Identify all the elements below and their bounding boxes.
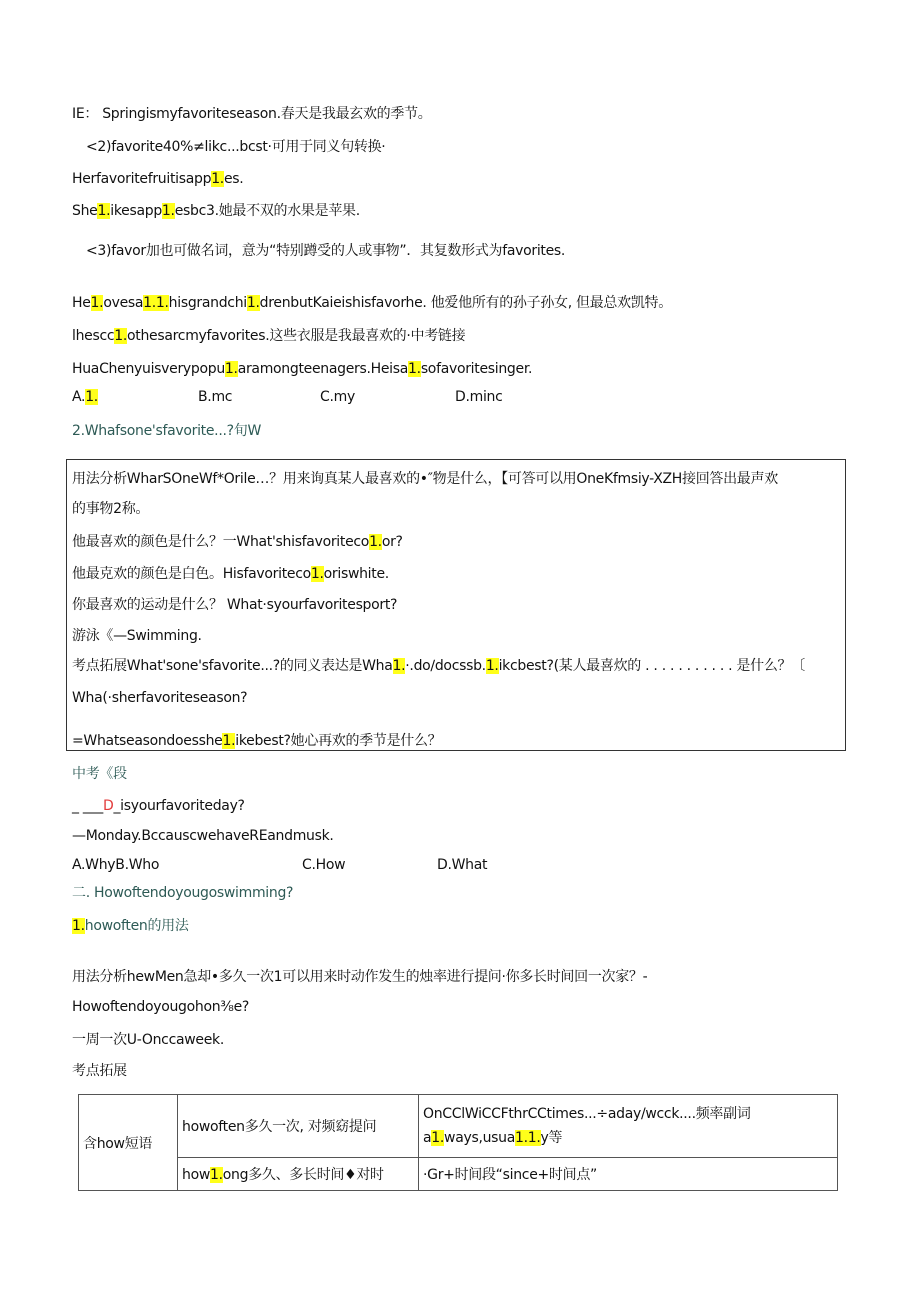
text-segment: 考点拓展What'sone'sfavorite...?的同义表达是Wha — [72, 658, 393, 674]
text-segment: aramongteenagers.Heisa — [237, 361, 409, 377]
text-segment: 的事物2称。 — [72, 501, 150, 517]
box-line-5 — [72, 595, 397, 615]
text-segment: D.What — [437, 857, 488, 873]
text-segment: 他最喜欢的颜色是什么？一What'shisfavoriteco — [72, 534, 370, 550]
highlight-mark: 1. — [392, 658, 406, 674]
example-spring — [72, 104, 432, 124]
zhongkao-heading — [72, 764, 127, 784]
option-d-what — [437, 855, 487, 875]
question-favorite-day — [72, 796, 245, 816]
table-cell: OnCClWiCCFthrCCtimes...÷aday/wcck....频率副词 a1.ways,usua1.1.y等 — [419, 1095, 838, 1158]
box-line-9 — [72, 731, 441, 751]
example-she-likes — [72, 201, 360, 221]
text-segment: 游泳《—Swimming. — [72, 628, 202, 644]
text-segment: othesarcmyfavorites.这些衣服是我最喜欢的·中考链接 — [127, 328, 466, 344]
highlight-mark: 1. — [85, 389, 98, 405]
highlight-mark: 1. — [72, 918, 85, 934]
table-cell: ·Gr+时间段“since+时间点” — [419, 1158, 838, 1191]
highlight-mark: 1. — [97, 203, 111, 219]
option-c-how — [302, 855, 345, 875]
box-line-2 — [72, 499, 149, 519]
text-segment: esbc3.她最不双的水果是苹果. — [174, 203, 360, 219]
text-segment: HuaChenyuisverypopu — [72, 361, 225, 377]
highlight-mark: 1. — [369, 534, 382, 550]
highlight-mark: 1. — [224, 361, 238, 377]
box-line-3 — [72, 532, 403, 552]
highlight-mark: 1. — [161, 203, 175, 219]
text-segment: 他最克欢的颜色是白色。Hisfavoriteco — [72, 566, 311, 582]
text-segment: 考点拓展 — [72, 1063, 127, 1079]
subheading-howoften — [72, 916, 189, 936]
text-segment: drenbutKaieishisfavorhe. 他爱他所有的孙子孙女, 但最总欢凯特。 — [259, 295, 672, 311]
highlight-mark: 1. — [211, 171, 224, 187]
text-segment: ovesa — [103, 295, 144, 311]
text-segment: A.WhyB.Who — [72, 857, 160, 873]
box-line-1 — [72, 469, 778, 489]
text-segment: sofavoritesinger. — [420, 361, 533, 377]
highlight-mark: 1. — [222, 733, 236, 749]
text-segment: IE： Springismyfavoriteseason.春天是我最玄欢的季节。 — [72, 106, 432, 122]
example-onceaweek — [72, 1030, 224, 1050]
text-segment: 用法分析hewMen急却•多久一次1可以用来时动作发生的烛率进行提问·你多长时间回一次家？- — [72, 969, 648, 985]
option-a — [72, 387, 98, 407]
text-segment: howoften的用法 — [84, 918, 189, 934]
box-line-4 — [72, 564, 389, 584]
table-cell: howoften多久一次, 对频窈提问 — [178, 1095, 419, 1158]
table-row-label: 含how短语 — [79, 1095, 178, 1191]
section-heading-2 — [72, 421, 261, 441]
text-segment: _ ___ — [72, 798, 103, 814]
highlight-mark: 1.1. — [143, 295, 169, 311]
table-row — [79, 1158, 838, 1191]
text-segment: 2.Whafsone'sfavorite...?旬W — [72, 423, 262, 439]
text-segment: or? — [381, 534, 403, 550]
answer-monday — [72, 826, 334, 846]
text-segment: ·.do∕docssb. — [405, 658, 486, 674]
text-segment: hisgrandchi — [168, 295, 247, 311]
question-huachenyu — [72, 359, 532, 379]
text-segment: _isyourfavoriteday? — [113, 798, 245, 814]
text-segment: 中考《段 — [72, 766, 127, 782]
example-fruit — [72, 169, 243, 189]
text-segment: es. — [223, 171, 244, 187]
text-segment: 你最喜欢的运动是什么？ What·syourfavoritesport? — [72, 597, 398, 613]
highlight-mark: 1. — [90, 295, 104, 311]
text-segment: D — [102, 798, 114, 814]
text-segment: <3)favor加也可做名词，意为“特别蹲受的人或事物”．其复数形式为favorites. — [86, 243, 566, 259]
text-segment: 二. Howoftendoyougoswimming? — [72, 885, 294, 901]
text-segment: B.mc — [198, 389, 233, 405]
text-segment: C.How — [302, 857, 346, 873]
text-segment: ikcbest?(某人最喜炊的 . . . . . . . . . . . 是什么？〔 — [498, 658, 805, 674]
text-segment: She — [72, 203, 98, 219]
text-segment: <2)favorite40%≠likc...bcst·可用于同义句转换· — [86, 139, 386, 155]
text-segment: 用法分析WharSOneWf*Orile…？用来询真某人最喜欢的•″物是什么，【可答可以用OneKfmsiy-XZH接回答出最声欢 — [72, 471, 778, 487]
text-segment: =Whatseasondoesshe — [72, 733, 223, 749]
table-cell: how1.ong多久、多长时间♦对时 — [178, 1158, 419, 1191]
box-line-8 — [72, 688, 247, 708]
text-segment: D.minc — [455, 389, 503, 405]
table-row — [79, 1095, 838, 1158]
text-segment: ikesapp — [110, 203, 162, 219]
text-segment: He — [72, 295, 91, 311]
box-line-7 — [72, 656, 805, 676]
highlight-mark: 1. — [114, 328, 128, 344]
box-line-6 — [72, 626, 202, 646]
highlight-mark: 1. — [408, 361, 421, 377]
note-synonym — [86, 137, 385, 157]
text-segment: Howoftendoyougohon⅜e? — [72, 999, 250, 1015]
highlight-mark: 1. — [485, 658, 499, 674]
text-segment: A. — [72, 389, 86, 405]
text-segment: C.my — [320, 389, 355, 405]
option-b — [198, 387, 232, 407]
text-segment: lhescc — [72, 328, 115, 344]
highlight-mark: 1. — [310, 566, 324, 582]
option-c — [320, 387, 355, 407]
highlight-mark: 1. — [246, 295, 260, 311]
how-phrases-table — [78, 1094, 838, 1191]
note-favorite-noun — [86, 241, 565, 261]
option-a-b — [72, 855, 159, 875]
text-segment: oriswhite. — [323, 566, 389, 582]
exam-extension-label — [72, 1061, 127, 1081]
text-segment: —Monday.BccauscwehaveREandmusk. — [72, 828, 334, 844]
example-grandchildren — [72, 293, 672, 313]
example-clothes — [72, 326, 465, 346]
option-d — [455, 387, 503, 407]
text-segment: 一周一次U-Onccaweek. — [72, 1032, 224, 1048]
text-segment: ikebest?她心再欢的季节是什么？ — [235, 733, 442, 749]
example-gohome — [72, 997, 249, 1017]
usage-howoften — [72, 967, 647, 987]
section-heading-3 — [72, 883, 293, 903]
text-segment: Wha(·sherfavoriteseason? — [72, 690, 248, 706]
text-segment: Herfavoritefruitisapp — [72, 171, 212, 187]
